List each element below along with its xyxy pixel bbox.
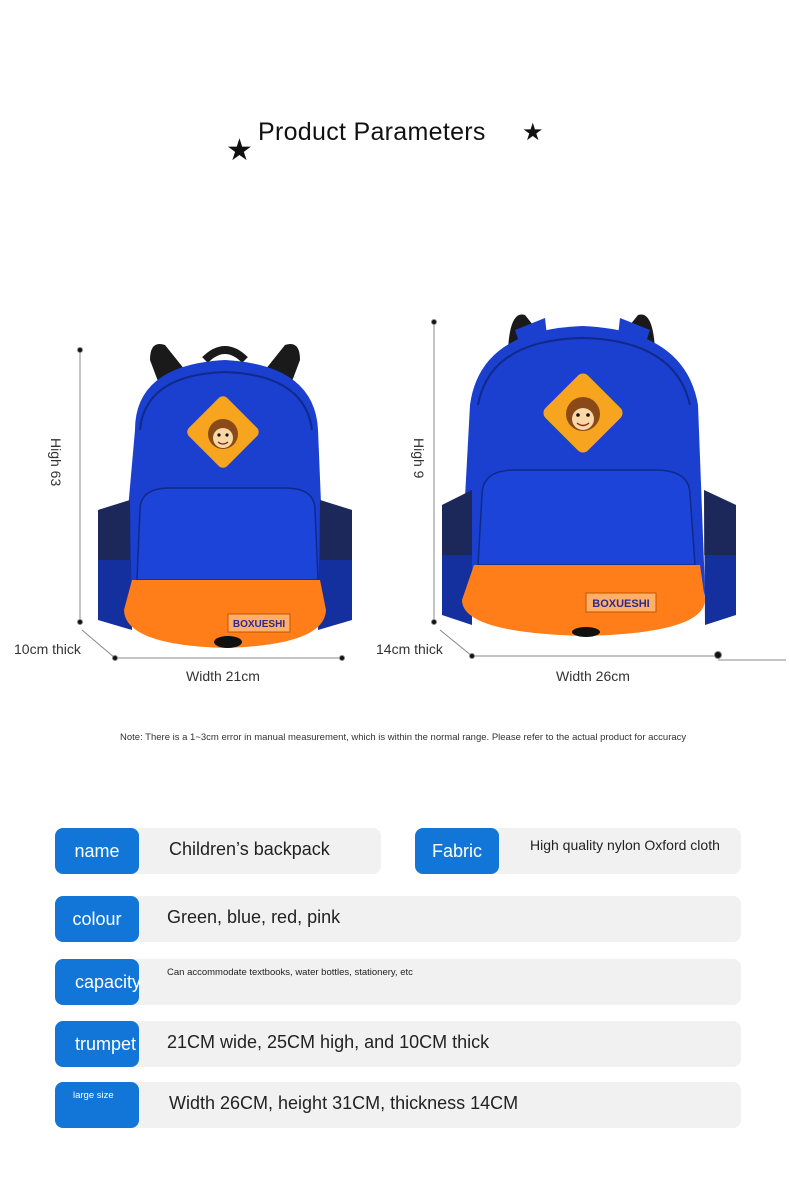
param-label-capacity: capacity [55, 959, 139, 1005]
param-value-capacity: Can accommodate textbooks, water bottles, stationery, etc [167, 967, 413, 978]
small-backpack [98, 344, 352, 648]
param-row-colour [55, 896, 741, 942]
star-icon: ★ [522, 118, 544, 146]
param-row-fabric [415, 828, 741, 874]
small-width-label: Width 21cm [186, 668, 260, 684]
param-value-name: Children’s backpack [169, 839, 330, 859]
large-width-label: Width 26cm [556, 668, 630, 684]
star-icon: ★ [226, 133, 253, 168]
large-thickness-label: 14cm thick [376, 641, 443, 657]
large-backpack [442, 314, 736, 637]
param-value-trumpet: 21CM wide, 25CM high, and 10CM thick [167, 1032, 490, 1052]
param-label-colour: colour [55, 896, 139, 942]
param-value-fabric: High quality nylon Oxford cloth [530, 837, 720, 853]
param-row-name [55, 828, 381, 874]
param-row-trumpet [55, 1021, 741, 1067]
param-value-large: Width 26CM, height 31CM, thickness 14CM [169, 1093, 519, 1113]
brand-label: BOXUESHI [592, 598, 650, 610]
small-thickness-label: 10cm thick [14, 641, 81, 657]
backpack-illustrations [0, 300, 790, 700]
param-label-fabric: Fabric [415, 828, 499, 874]
param-row-large [55, 1082, 741, 1128]
param-row-capacity [55, 959, 741, 1005]
param-value-colour: Green, blue, red, pink [167, 907, 341, 927]
page-title: Product Parameters [258, 118, 486, 146]
param-label-trumpet: trumpet [55, 1021, 139, 1067]
small-height-label: High 63 [48, 438, 64, 487]
measurement-note: Note: There is a 1~3cm error in manual measurement, which is within the normal range. Please refer to the actual product for accuracy [120, 732, 687, 743]
brand-label: BOXUESHI [232, 619, 286, 630]
param-label-large: large size [55, 1082, 139, 1128]
param-label-name: name [55, 828, 139, 874]
large-height-label: High 9 [411, 438, 427, 479]
title-section [0, 112, 790, 172]
